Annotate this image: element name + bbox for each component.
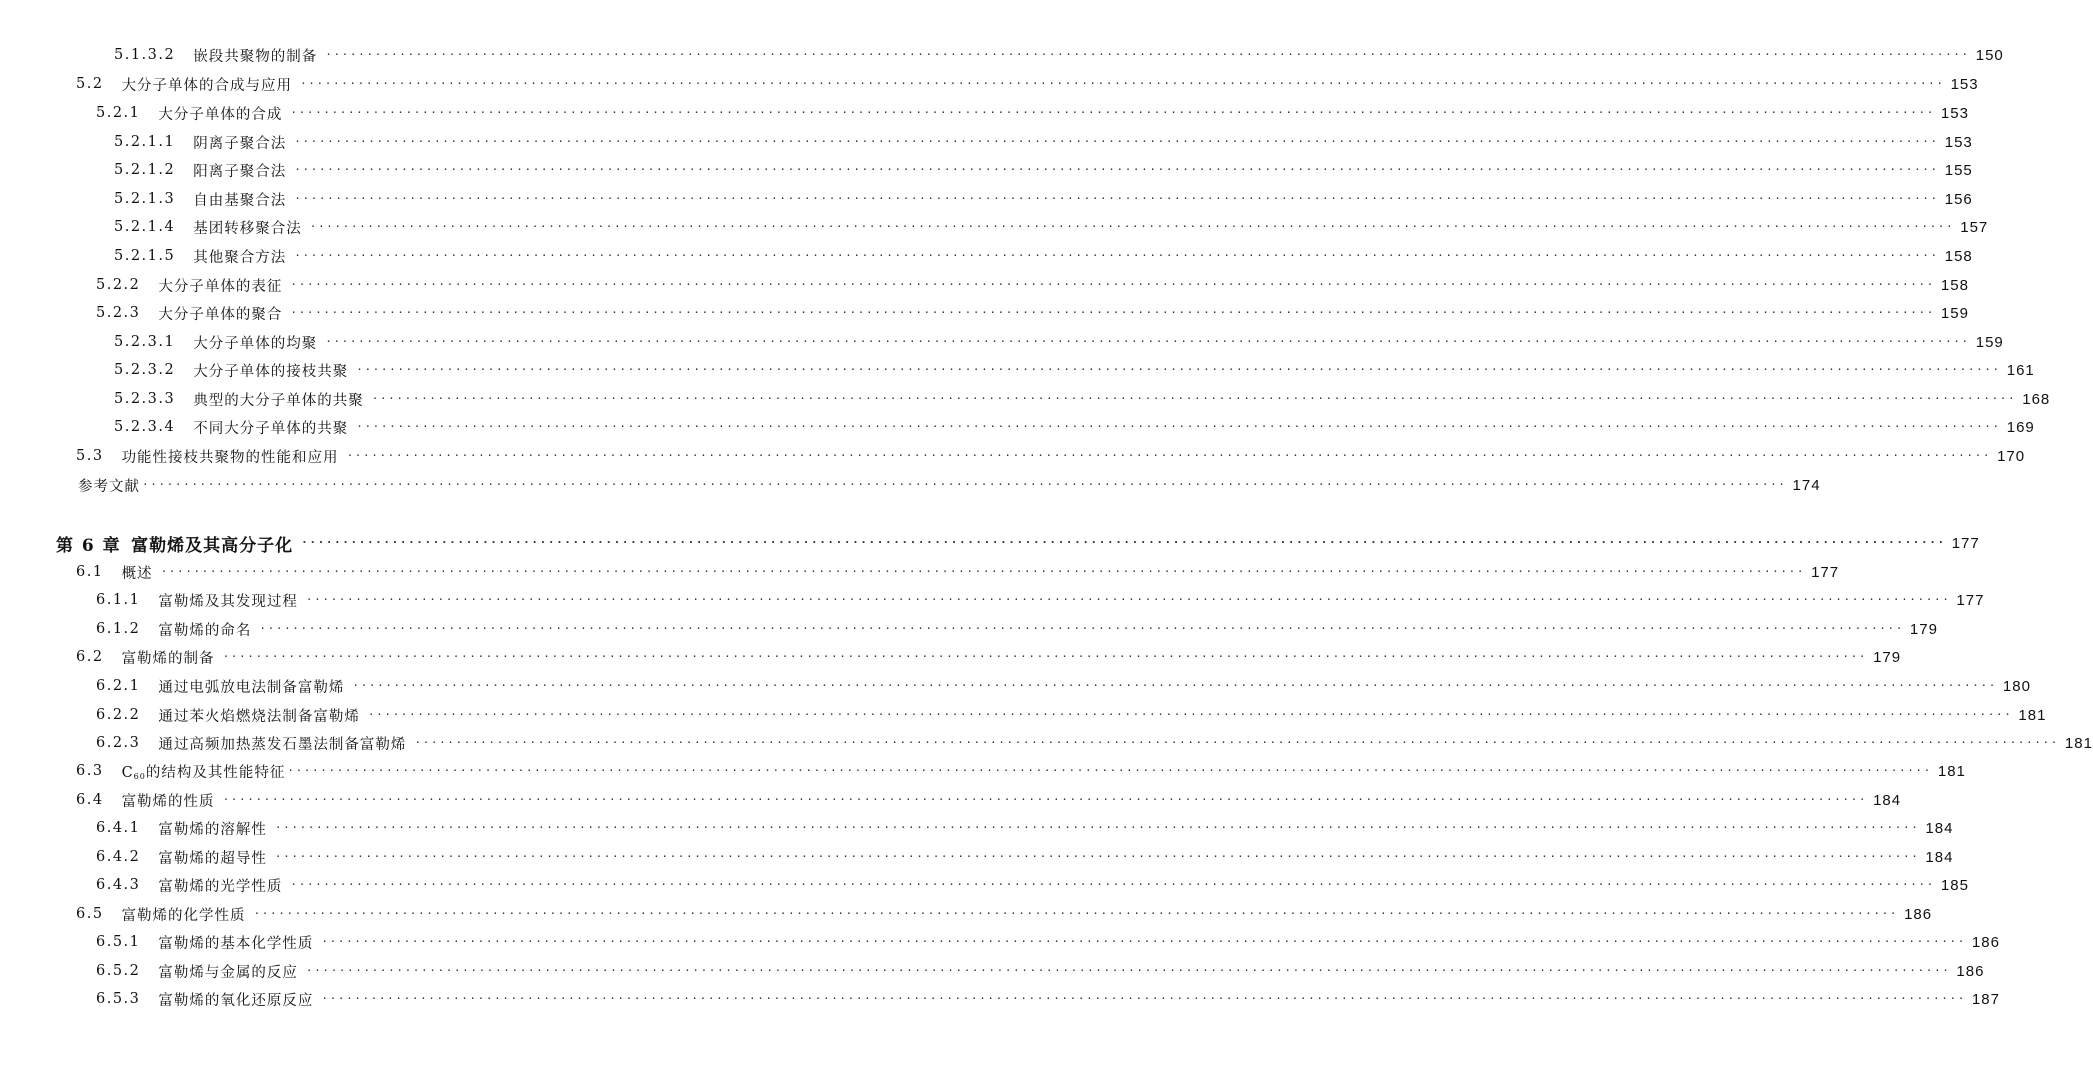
leader-dots: ········································································································································································································ <box>290 878 1935 891</box>
toc-entry-number: 5.2.3.1 <box>114 334 176 350</box>
toc-entry-number: 6.2 <box>76 649 104 665</box>
toc-entry[interactable] <box>96 673 2031 699</box>
toc-entry[interactable] <box>96 300 1969 326</box>
toc-entry-title: 通过电弧放电法制备富勒烯 <box>158 679 345 696</box>
toc-entry[interactable] <box>96 702 2047 728</box>
toc-entry-title: 大分子单体的合成与应用 <box>121 77 293 94</box>
leader-dots: ········································································································································································································ <box>274 821 1920 834</box>
leader-dots: ········································································································································································································ <box>294 135 1939 148</box>
toc-entry-page-number: 181 <box>2018 706 2047 724</box>
toc-entry-number: 5.2.1.3 <box>114 191 176 207</box>
toc-entry-title: 富勒烯及其发现过程 <box>158 593 298 610</box>
leader-dots: ········································································································································································································ <box>309 220 1955 233</box>
leader-dots: ········································································································································································································ <box>300 77 1945 90</box>
toc-entry-number: 6.1.1 <box>96 592 141 608</box>
toc-entry-number: 第 6 章 <box>56 535 122 556</box>
leader-dots: ········································································································································································································ <box>294 192 1939 205</box>
toc-entry-number: 6.5.3 <box>96 991 141 1007</box>
toc-entry[interactable] <box>114 414 2035 440</box>
toc-entry-page-number: 170 <box>1997 447 2026 465</box>
toc-entry-title-main: C <box>121 764 134 781</box>
toc-entry-title: 富勒烯与金属的反应 <box>158 964 298 981</box>
toc-entry-number: 6.5.1 <box>96 934 141 950</box>
toc-entry-number: 5.2.3.3 <box>114 391 176 407</box>
leader-dots: ········································································································································································································ <box>294 163 1939 176</box>
toc-entry-number: 5.2.3.2 <box>114 362 176 378</box>
toc-entry[interactable] <box>96 958 1985 984</box>
toc-entry-title: 参考文献 <box>78 478 140 495</box>
leader-dots: ········································································································································································································ <box>321 992 1966 1005</box>
toc-entry-page-number: 161 <box>2006 361 2035 379</box>
toc-entry-number: 6.1 <box>76 564 104 580</box>
toc-entry-page-number: 157 <box>1960 218 1989 236</box>
toc-entry[interactable] <box>96 815 1954 841</box>
toc-entry-page-number: 180 <box>2002 677 2031 695</box>
toc-entry-number: 5.2.3.4 <box>114 419 176 435</box>
toc-entry[interactable] <box>96 844 1954 870</box>
leader-dots: ········································································································································································································ <box>367 708 2013 721</box>
leader-dots: ········································································································································································································ <box>222 793 1868 806</box>
toc-entry-number: 6.3 <box>76 763 104 779</box>
toc-entry-title: 其他聚合方法 <box>193 249 287 266</box>
toc-entry-title: 富勒烯的基本化学性质 <box>158 935 314 952</box>
toc-entry-page-number: 177 <box>1956 591 1985 609</box>
toc-entry-title: 大分子单体的均聚 <box>193 335 318 352</box>
toc-entry-page-number: 179 <box>1909 620 1938 638</box>
toc-entry-page-number: 181 <box>2064 734 2093 752</box>
toc-entry-title: 大分子单体的聚合 <box>158 306 283 323</box>
leader-dots: ········································································································································································································ <box>346 449 1992 462</box>
toc-entry-page-number: 187 <box>1971 990 2000 1008</box>
leader-dots: ········································································································································································································ <box>290 106 1935 119</box>
toc-entry[interactable] <box>78 472 1821 498</box>
toc-entry[interactable] <box>76 787 1902 813</box>
toc-entry-title: 不同大分子单体的共聚 <box>193 420 349 437</box>
toc-entry[interactable] <box>76 644 1902 670</box>
toc-entry[interactable] <box>114 243 1973 269</box>
toc-entry-title: 嵌段共聚物的制备 <box>193 48 318 65</box>
toc-entry-title: 富勒烯的超导性 <box>158 850 267 867</box>
toc-entry-number: 5.1.3.2 <box>114 47 176 63</box>
toc-entry[interactable] <box>76 559 1840 585</box>
toc-entry-title: 富勒烯的制备 <box>121 650 215 667</box>
leader-dots: ········································································································································································································ <box>305 964 1951 977</box>
toc-entry-page-number: 169 <box>2006 418 2035 436</box>
leader-dots: ········································································································································································································ <box>274 850 1920 863</box>
toc-entry-title: 富勒烯的性质 <box>121 793 215 810</box>
toc-entry[interactable] <box>96 587 1985 613</box>
toc-entry[interactable] <box>76 443 2026 469</box>
toc-entry-number: 5.2.1.5 <box>114 248 176 264</box>
toc-entry-page-number: 179 <box>1873 648 1902 666</box>
toc-entry-page-number: 156 <box>1944 190 1973 208</box>
toc-entry-page-number: 153 <box>1940 104 1969 122</box>
leader-dots: ········································································································································································································ <box>371 392 2017 405</box>
toc-entry[interactable] <box>96 100 1969 126</box>
toc-entry-page-number: 181 <box>1937 762 1966 780</box>
toc-entry-page-number: 159 <box>1975 333 2004 351</box>
toc-entry[interactable] <box>76 901 1933 927</box>
toc-entry[interactable] <box>114 329 2004 355</box>
toc-entry[interactable] <box>114 42 2004 68</box>
toc-entry-number: 6.1.2 <box>96 621 141 637</box>
toc-entry-title: 大分子单体的表征 <box>158 278 283 295</box>
toc-entry-number: 6.5.2 <box>96 963 141 979</box>
toc-entry-page-number: 177 <box>1811 563 1840 581</box>
toc-entry-title: 典型的大分子单体的共聚 <box>193 392 364 409</box>
toc-entry-title <box>122 761 286 782</box>
toc-entry-title: 功能性接枝共聚物的性能和应用 <box>121 449 339 466</box>
toc-entry-page-number: 186 <box>1971 933 2000 951</box>
leader-dots: ········································································································································································································ <box>290 278 1935 291</box>
toc-entry-title-rest: 的结构及其性能特征 <box>145 764 286 781</box>
toc-entry[interactable] <box>96 872 1969 898</box>
leader-dots: ········································································································································································································ <box>325 48 1970 61</box>
toc-entry-title: 自由基聚合法 <box>193 192 287 209</box>
toc-entry[interactable] <box>114 357 2035 383</box>
toc-entry[interactable] <box>96 616 1938 642</box>
toc-entry-page-number: 177 <box>1951 534 1980 552</box>
toc-entry[interactable] <box>114 186 1973 212</box>
toc-entry-page-number: 186 <box>1904 905 1933 923</box>
toc-entry-title: 概述 <box>121 565 153 582</box>
toc-entry-title: 通过高频加热蒸发石墨法制备富勒烯 <box>158 736 407 753</box>
leader-dots: ········································································································································································································ <box>287 764 1932 777</box>
toc-entry[interactable] <box>114 129 1973 155</box>
toc-entry-number: 6.4.1 <box>96 820 141 836</box>
toc-entry-number: 6.4.2 <box>96 849 141 865</box>
toc-entry-number: 6.4 <box>76 792 104 808</box>
toc-entry-number: 6.4.3 <box>96 877 141 893</box>
leader-dots: ········································································································································································································ <box>222 650 1868 663</box>
toc-entry[interactable] <box>96 730 2093 756</box>
toc-entry-title: 阳离子聚合法 <box>193 163 287 180</box>
toc-entry[interactable] <box>114 157 1973 183</box>
toc-entry-title: 大分子单体的接枝共聚 <box>193 363 349 380</box>
leader-dots: ········································································································································································································ <box>352 679 1997 692</box>
toc-entry-page-number: 158 <box>1944 247 1973 265</box>
toc-entry-page-number: 184 <box>1925 819 1954 837</box>
leader-dots: ········································································································································································································ <box>325 335 1970 348</box>
toc-entry-page-number: 153 <box>1944 133 1973 151</box>
toc-entry-title: 富勒烯的光学性质 <box>158 878 283 895</box>
toc-entry-title: 通过苯火焰燃烧法制备富勒烯 <box>158 708 360 725</box>
toc-entry[interactable] <box>96 929 2000 955</box>
toc-entry-number: 5.2.1.2 <box>114 162 176 178</box>
leader-dots: ········································································································································································································ <box>160 565 1806 578</box>
leader-dots: ········································································································································································································ <box>253 907 1899 920</box>
leader-dots: ········································································································································································································ <box>301 536 1946 549</box>
toc-entry-page-number: 174 <box>1792 476 1821 494</box>
toc-entry-title: 富勒烯的溶解性 <box>158 821 267 838</box>
toc-entry[interactable] <box>114 386 2051 412</box>
leader-dots: ········································································································································································································ <box>294 249 1939 262</box>
toc-entry-number: 5.2.1 <box>96 105 141 121</box>
toc-entry-title: 基团转移聚合法 <box>193 220 302 237</box>
leader-dots: ········································································································································································································ <box>356 363 2001 376</box>
toc-entry-title-subscript: 60 <box>133 771 146 781</box>
toc-entry-number: 6.2.2 <box>96 707 141 723</box>
toc-entry-title: 富勒烯的氧化还原反应 <box>158 992 314 1009</box>
toc-entry-page-number: 153 <box>1950 75 1979 93</box>
leader-dots: ········································································································································································································ <box>321 935 1966 948</box>
leader-dots: ········································································································································································································ <box>142 478 1787 491</box>
toc-entry-number: 5.2.1.4 <box>114 219 176 235</box>
toc-entry-number: 6.5 <box>76 906 104 922</box>
toc-entry[interactable] <box>76 758 1966 784</box>
toc-entry-page-number: 150 <box>1975 46 2004 64</box>
toc-entry[interactable] <box>96 986 2000 1012</box>
toc-entry-title: 富勒烯及其高分子化 <box>131 535 294 556</box>
leader-dots: ········································································································································································································ <box>414 736 2059 749</box>
toc-entry-page-number: 184 <box>1873 791 1902 809</box>
toc-entry-number: 5.2.2 <box>96 277 141 293</box>
toc-entry-page-number: 185 <box>1940 876 1969 894</box>
toc-entry-title: 大分子单体的合成 <box>158 106 283 123</box>
toc-entry-page-number: 184 <box>1925 848 1954 866</box>
toc-entry[interactable] <box>96 272 1969 298</box>
leader-dots: ········································································································································································································ <box>290 306 1935 319</box>
toc-entry-number: 5.3 <box>76 448 104 464</box>
toc-chapter-entry[interactable] <box>56 530 1980 556</box>
toc-entry-number: 6.2.1 <box>96 678 141 694</box>
toc-entry-page-number: 158 <box>1940 276 1969 294</box>
toc-entry-number: 5.2 <box>76 76 104 92</box>
toc-entry-number: 5.2.3 <box>96 305 141 321</box>
toc-entry-page-number: 186 <box>1956 962 1985 980</box>
toc-entry-title: 富勒烯的化学性质 <box>121 907 246 924</box>
leader-dots: ········································································································································································································ <box>259 622 1904 635</box>
toc-entry-number: 6.2.3 <box>96 735 141 751</box>
toc-entry-page-number: 159 <box>1940 304 1969 322</box>
toc-entry-page-number: 168 <box>2022 390 2051 408</box>
toc-entry-title: 阴离子聚合法 <box>193 135 287 152</box>
leader-dots: ········································································································································································································ <box>305 593 1951 606</box>
toc-entry[interactable] <box>114 214 1989 240</box>
toc-entry-page-number: 155 <box>1944 161 1973 179</box>
toc-entry-number: 5.2.1.1 <box>114 134 176 150</box>
leader-dots: ········································································································································································································ <box>356 420 2001 433</box>
toc-entry[interactable] <box>76 71 1979 97</box>
toc-entry-title: 富勒烯的命名 <box>158 622 252 639</box>
